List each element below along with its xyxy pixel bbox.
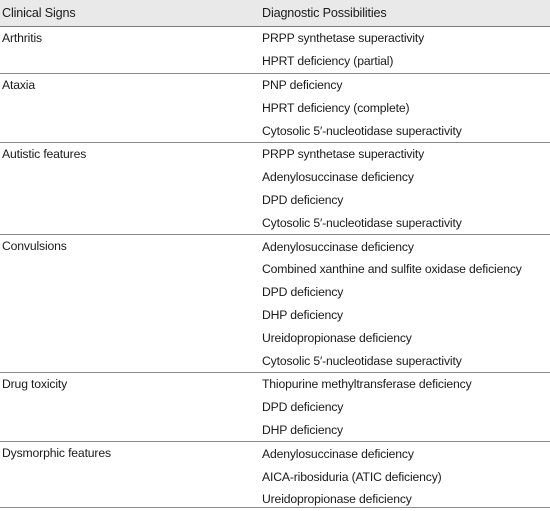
diagnostic-possibility-cell: Ureidopropionase deficiency [262,492,412,507]
diagnostic-possibility-cell: DHP deficiency [262,422,343,437]
table-body [0,27,550,511]
clinical-sign-cell: Dysmorphic features [0,442,258,511]
table-bottom-rule [0,507,550,508]
diagnostic-possibility-cell: PRPP synthetase superactivity [258,27,550,50]
diagnostic-possibility-cell: Adenylosuccinase deficiency [258,442,550,465]
table-row [0,235,550,258]
header-diagnostic-possibilities: Diagnostic Possibilities [258,0,550,27]
clinical-sign-cell: Ataxia [0,73,258,142]
clinical-sign-cell: Drug toxicity [0,372,258,441]
diagnostic-possibility-cell: PNP deficiency [258,73,550,96]
diagnostic-possibility-cell: Thiopurine methyltransferase deficiency [258,372,550,395]
clinical-sign-cell: Autistic features [0,142,258,234]
clinical-sign-cell: Arthritis [0,27,258,74]
diagnostic-possibility-cell: DPD deficiency [262,400,344,415]
diagnostic-possibility-cell: DPD deficiency [262,285,344,300]
table-row [0,142,550,165]
table-row [0,442,550,465]
diagnostic-possibility-cell: Adenylosuccinase deficiency [262,170,414,185]
table-row [0,73,550,96]
diagnostic-possibility-cell: Cytosolic 5′-nucleotidase superactivity [262,123,462,138]
clinical-sign-cell: Convulsions [0,235,258,373]
diagnostic-possibility-cell: PRPP synthetase superactivity [258,142,550,165]
table-row [0,372,550,395]
header-clinical-signs: Clinical Signs [0,0,258,27]
diagnostic-possibility-cell: AICA-ribosiduria (ATIC deficiency) [262,469,442,484]
diagnostic-possibility-cell: HPRT deficiency (complete) [262,100,410,115]
header-row [0,0,550,27]
table-row [0,27,550,50]
diagnostic-possibility-cell: HPRT deficiency (partial) [262,54,394,69]
table-header [0,0,550,27]
diagnostic-possibility-cell: Combined xanthine and sulfite oxidase deficiency [262,262,522,277]
diagnostic-possibility-cell: DPD deficiency [262,192,344,207]
diagnostic-possibility-cell: Cytosolic 5′-nucleotidase superactivity [262,215,462,230]
diagnostic-possibility-cell: Cytosolic 5′-nucleotidase superactivity [262,353,462,368]
diagnostic-possibility-cell: Ureidopropionase deficiency [262,330,412,345]
diagnostic-possibility-cell: DHP deficiency [262,307,343,322]
diagnostic-possibility-cell: Adenylosuccinase deficiency [258,235,550,258]
